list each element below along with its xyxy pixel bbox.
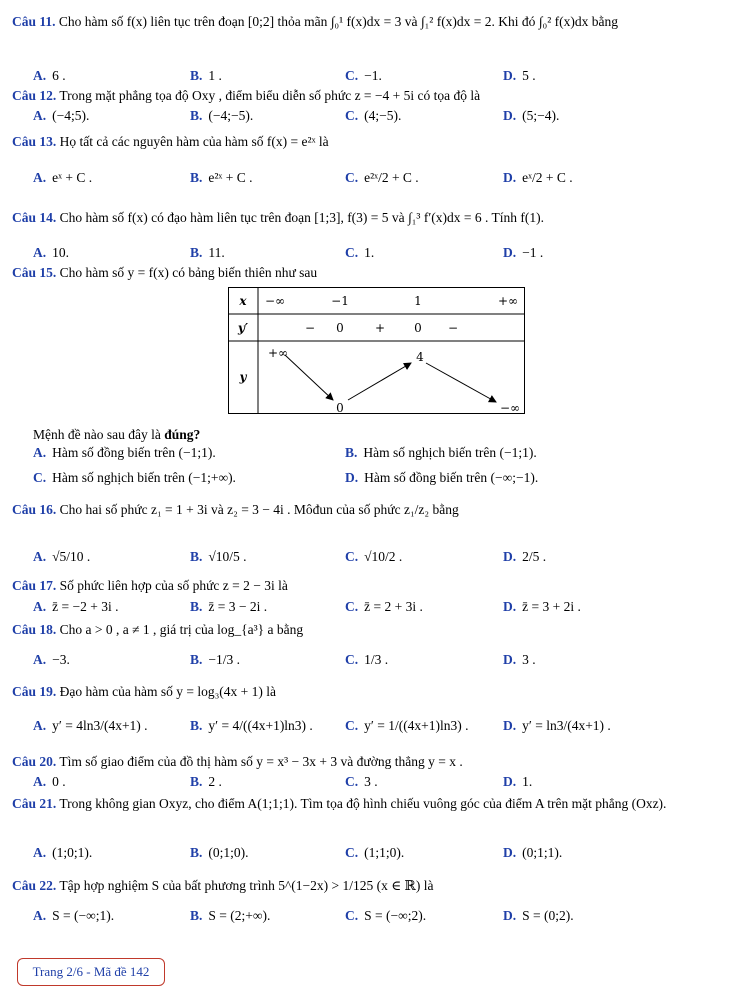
options-12 [0, 106, 736, 126]
question-number: Câu 15. [12, 265, 57, 280]
sign: − [447, 321, 459, 335]
option-d[interactable]: D. z̄ = 3 + 2i . [503, 599, 581, 614]
option-a[interactable]: A. (−4;5). [33, 108, 90, 123]
sign: − [304, 321, 316, 335]
options-14 [0, 243, 736, 263]
question-text: Cho hai số phức z₁ = 1 + 3i và z₂ = 3 − 4i . Môđun của số phức z₁/z₂ bằng [59, 502, 459, 517]
question-22 [12, 876, 736, 895]
option-b[interactable]: B. −1/3 . [190, 652, 241, 667]
question-number: Câu 18. [12, 622, 57, 637]
x-value: −∞ [264, 294, 286, 308]
question-19 [12, 682, 736, 701]
question-text: Cho hàm số f(x) có đạo hàm liên tục trên đoạn [1;3], f(3) = 5 và ∫₁³ f′(x)dx = 6 . Tính f(1). [59, 210, 545, 225]
x-value: −1 [331, 294, 349, 308]
question-text: Trong mặt phẳng tọa độ Oxy , điểm biểu diễn số phức z = −4 + 5i có tọa độ là [59, 88, 481, 103]
question-number: Câu 21. [12, 796, 57, 811]
options-13 [0, 168, 736, 188]
x-value: +∞ [497, 294, 519, 308]
question-text: Tập hợp nghiệm S của bất phương trình 5^(1−2x) > 1/125 (x ∈ ℝ) là [59, 878, 434, 893]
option-b[interactable]: B. Hàm số nghịch biến trên (−1;1). [345, 445, 537, 460]
option-a[interactable]: A. eˣ + C . [33, 170, 93, 185]
options-19 [0, 716, 736, 736]
option-c[interactable]: C. z̄ = 2 + 3i . [345, 599, 423, 614]
option-d[interactable]: D. y′ = ln3/(4x+1) . [503, 718, 611, 733]
option-b[interactable]: B. 1 . [190, 68, 222, 83]
option-a[interactable]: A. S = (−∞;1). [33, 908, 115, 923]
options-17 [0, 597, 736, 617]
question-11 [12, 12, 736, 31]
question-21 [12, 793, 736, 815]
question-14 [12, 208, 736, 227]
option-b[interactable]: B. 11. [190, 245, 225, 260]
question-16 [12, 500, 736, 519]
question-text: Cho hàm số y = f(x) có bảng biến thiên như sau [59, 265, 318, 280]
question-number: Câu 22. [12, 878, 57, 893]
question-17 [12, 576, 736, 595]
option-b[interactable]: B. y′ = 4/((4x+1)ln3) . [190, 718, 313, 733]
question-text: Số phức liên hợp của số phức z = 2 − 3i là [59, 578, 288, 593]
option-d[interactable]: D. −1 . [503, 245, 544, 260]
option-d[interactable]: D. (0;1;1). [503, 845, 563, 860]
question-text: Cho a > 0 , a ≠ 1 , giá trị của log_{a³} a bằng [59, 622, 304, 637]
question-20 [12, 752, 736, 771]
option-b[interactable]: B. e²ˣ + C . [190, 170, 253, 185]
option-a[interactable]: A. √5/10 . [33, 549, 91, 564]
option-c[interactable]: C. 1. [345, 245, 375, 260]
option-b[interactable]: B. 2 . [190, 774, 222, 789]
option-b[interactable]: B. z̄ = 3 − 2i . [190, 599, 268, 614]
variation-table [228, 287, 525, 414]
option-a[interactable]: A. (1;0;1). [33, 845, 93, 860]
question-text: Họ tất cả các nguyên hàm của hàm số f(x) = e²ˣ là [59, 134, 329, 149]
question-15-prompt: Mệnh đề nào sau đây là đúng? [33, 427, 201, 442]
option-d[interactable]: D. 2/5 . [503, 549, 547, 564]
option-d[interactable]: D. 5 . [503, 68, 536, 83]
option-c[interactable]: C. −1. [345, 68, 382, 83]
option-c[interactable]: C. Hàm số nghịch biến trên (−1;+∞). [33, 470, 236, 485]
question-number: Câu 20. [12, 754, 57, 769]
question-text: Tìm số giao điểm của đồ thị hàm số y = x³ − 3x + 3 và đường thẳng y = x . [59, 754, 463, 769]
arrow-up [348, 363, 411, 400]
option-d[interactable]: D. S = (0;2). [503, 908, 574, 923]
option-a[interactable]: A. −3. [33, 652, 70, 667]
option-a[interactable]: A. 0 . [33, 774, 66, 789]
question-15 [12, 263, 736, 282]
option-b[interactable]: B. S = (2;+∞). [190, 908, 271, 923]
sign: 0 [336, 321, 344, 335]
option-c[interactable]: C. (4;−5). [345, 108, 402, 123]
question-number: Câu 13. [12, 134, 57, 149]
option-d[interactable]: D. 1. [503, 774, 533, 789]
question-text: Cho hàm số f(x) liên tục trên đoạn [0;2] thỏa mãn ∫₀¹ f(x)dx = 3 và ∫₁² f(x)dx = 2. Khi đó ∫₀² f(x)dx bằng [58, 14, 618, 29]
option-c[interactable]: C. S = (−∞;2). [345, 908, 427, 923]
option-b[interactable]: B. √10/5 . [190, 549, 247, 564]
y-value: 0 [336, 401, 344, 414]
table-label-y: y [239, 370, 247, 384]
question-18 [12, 620, 736, 639]
options-20 [0, 772, 736, 792]
option-d[interactable]: D. (5;−4). [503, 108, 560, 123]
y-value: 4 [416, 350, 424, 364]
question-text: Trong không gian Oxyz, cho điểm A(1;1;1). Tìm tọa độ hình chiếu vuông góc của điểm A trên mặt phẳng (Oxz). [59, 796, 667, 811]
question-number: Câu 17. [12, 578, 57, 593]
options-21 [0, 843, 736, 863]
option-c[interactable]: C. e²ˣ/2 + C . [345, 170, 419, 185]
options-18 [0, 650, 736, 670]
page-footer: Trang 2/6 - Mã đề 142 [17, 958, 165, 986]
question-number: Câu 14. [12, 210, 57, 225]
option-c[interactable]: C. y′ = 1/((4x+1)ln3) . [345, 718, 469, 733]
question-12 [12, 86, 736, 105]
question-text: Đạo hàm của hàm số y = log₃(4x + 1) là [59, 684, 277, 699]
arrow-down [426, 363, 496, 402]
table-label-yprime: y′ [237, 321, 249, 335]
option-a[interactable]: A. z̄ = −2 + 3i . [33, 599, 119, 614]
question-number: Câu 11. [12, 14, 56, 29]
question-number: Câu 16. [12, 502, 57, 517]
sign: 0 [414, 321, 422, 335]
option-a[interactable]: A. 6 . [33, 68, 66, 83]
sign: + [374, 321, 386, 335]
option-a[interactable]: A. y′ = 4ln3/(4x+1) . [33, 718, 148, 733]
options-16 [0, 547, 736, 567]
option-d[interactable]: D. 3 . [503, 652, 536, 667]
option-a[interactable]: A. 10. [33, 245, 69, 260]
arrow-down [285, 355, 333, 400]
y-value: −∞ [499, 401, 521, 414]
question-13 [12, 132, 736, 151]
option-b[interactable]: B. (−4;−5). [190, 108, 254, 123]
option-d[interactable]: D. eˣ/2 + C . [503, 170, 573, 185]
option-c[interactable]: C. 3 . [345, 774, 378, 789]
option-c[interactable]: C. √10/2 . [345, 549, 403, 564]
option-c[interactable]: C. 1/3 . [345, 652, 389, 667]
options-11 [0, 66, 736, 86]
x-value: 1 [414, 294, 422, 308]
question-number: Câu 12. [12, 88, 57, 103]
option-a[interactable]: A. Hàm số đồng biến trên (−1;1). [33, 445, 216, 460]
option-b[interactable]: B. (0;1;0). [190, 845, 249, 860]
options-22 [0, 906, 736, 926]
y-value: +∞ [267, 346, 289, 360]
table-label-x: x [239, 294, 247, 308]
question-number: Câu 19. [12, 684, 57, 699]
option-c[interactable]: C. (1;1;0). [345, 845, 405, 860]
option-d[interactable]: D. Hàm số đồng biến trên (−∞;−1). [345, 470, 539, 485]
